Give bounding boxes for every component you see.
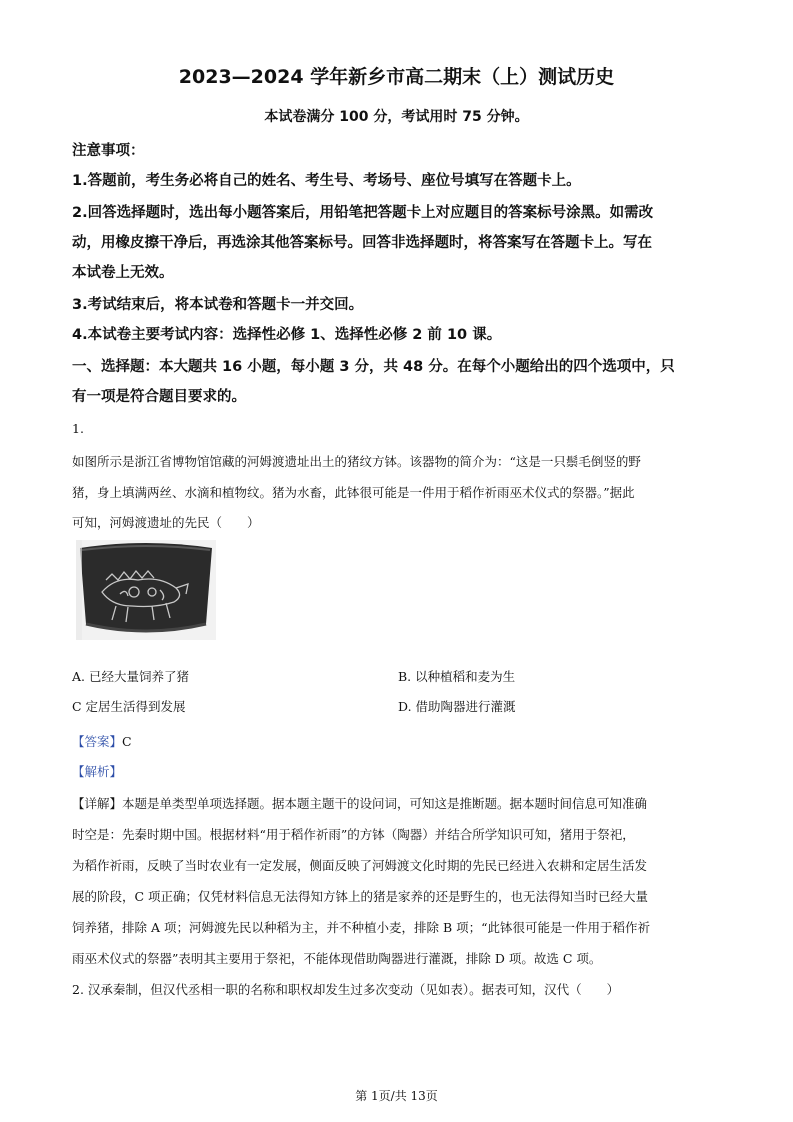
detail-line: 时空是：先秦时期中国。根据材料“用于稻作祈雨”的方钵（陶器）并结合所学知识可知，猪用于祭祀， xyxy=(72,827,635,842)
option-c: C 定居生活得到发展 xyxy=(72,699,186,714)
option-b: B. 以种植稻和麦为生 xyxy=(398,669,516,684)
page-number: 第 1页/共 13页 xyxy=(355,1089,438,1103)
option-d: D. 借助陶器进行灌溉 xyxy=(398,699,516,714)
question-stem-line: 猪，身上填满两丝、水滴和植物纹。猪为水畜，此钵很可能是一件用于稻作祈雨巫术仪式的祭器。”据此 xyxy=(72,485,635,500)
detail-line xyxy=(72,788,724,819)
answer-tag: 【答案】 xyxy=(72,734,123,749)
question-2-stem: 2. 汉承秦制，但汉代丞相一职的名称和职权却发生过多次变动（见如表）。据表可知，汉代（ ） xyxy=(72,982,620,997)
answer-line xyxy=(72,731,132,753)
detail-line: 雨巫术仪式的祭器”表明其主要用于祭祀，不能体现借助陶器进行灌溉，排除 D 项。故选 C 项。 xyxy=(72,951,602,966)
exam-subtitle: 本试卷满分 100 分，考试用时 75 分钟。 xyxy=(264,109,529,125)
notice-line: 3.考试结束后，将本试卷和答题卡一并交回。 xyxy=(72,297,364,313)
section-heading: 一、选择题：本大题共 16 小题，每小题 3 分，共 48 分。在每个小题给出的四个选项中，只 xyxy=(72,359,675,375)
detail-line: 展的阶段，C 项正确；仅凭材料信息无法得知方钵上的猪是家养的还是野生的，也无法得知当时已经大量 xyxy=(72,889,649,904)
answer-value: C xyxy=(122,734,132,749)
notice-line: 2.回答选择题时，选出每小题答案后，用铅笔把答题卡上对应题目的答案标号涂黑。如需改 xyxy=(72,205,654,221)
detail-tag: 【详解】 xyxy=(72,796,123,811)
notice-line: 动，用橡皮擦干净后，再选涂其他答案标号。回答非选择题时，将答案写在答题卡上。写在 xyxy=(72,235,652,251)
analysis-tag: 【解析】 xyxy=(72,764,123,779)
pig-pattern-bowl-image xyxy=(76,540,216,640)
question-number: 1. xyxy=(72,421,84,436)
question-stem-line: 如图所示是浙江省博物馆馆藏的河姆渡遗址出土的猪纹方钵。该器物的简介为：“这是一只鬃毛倒竖的野 xyxy=(72,454,641,469)
question-stem-line: 可知，河姆渡遗址的先民（ ） xyxy=(72,515,260,530)
detail-text: 本题是单类型单项选择题。据本题主题干的设问词，可知这是推断题。据本题时间信息可知准确 xyxy=(122,796,648,811)
notice-line: 本试卷上无效。 xyxy=(72,265,174,281)
notice-line: 4.本试卷主要考试内容：选择性必修 1、选择性必修 2 前 10 课。 xyxy=(72,327,502,343)
section-heading: 有一项是符合题目要求的。 xyxy=(72,389,246,405)
detail-line: 饲养猪，排除 A 项；河姆渡先民以种稻为主，并不种植小麦，排除 B 项；“此钵很可能是一件用于稻作祈 xyxy=(72,920,650,935)
option-a: A. 已经大量饲养了猪 xyxy=(72,669,189,684)
notice-line: 1.答题前，考生务必将自己的姓名、考生号、考场号、座位号填写在答题卡上。 xyxy=(72,173,581,189)
detail-line: 为稻作祈雨，反映了当时农业有一定发展，侧面反映了河姆渡文化时期的先民已经进入农耕和定居生活发 xyxy=(72,858,648,873)
notice-heading: 注意事项： xyxy=(72,143,145,159)
analysis-line xyxy=(72,761,122,783)
exam-title: 2023—2024 学年新乡市高二期末（上）测试历史 xyxy=(178,66,615,88)
